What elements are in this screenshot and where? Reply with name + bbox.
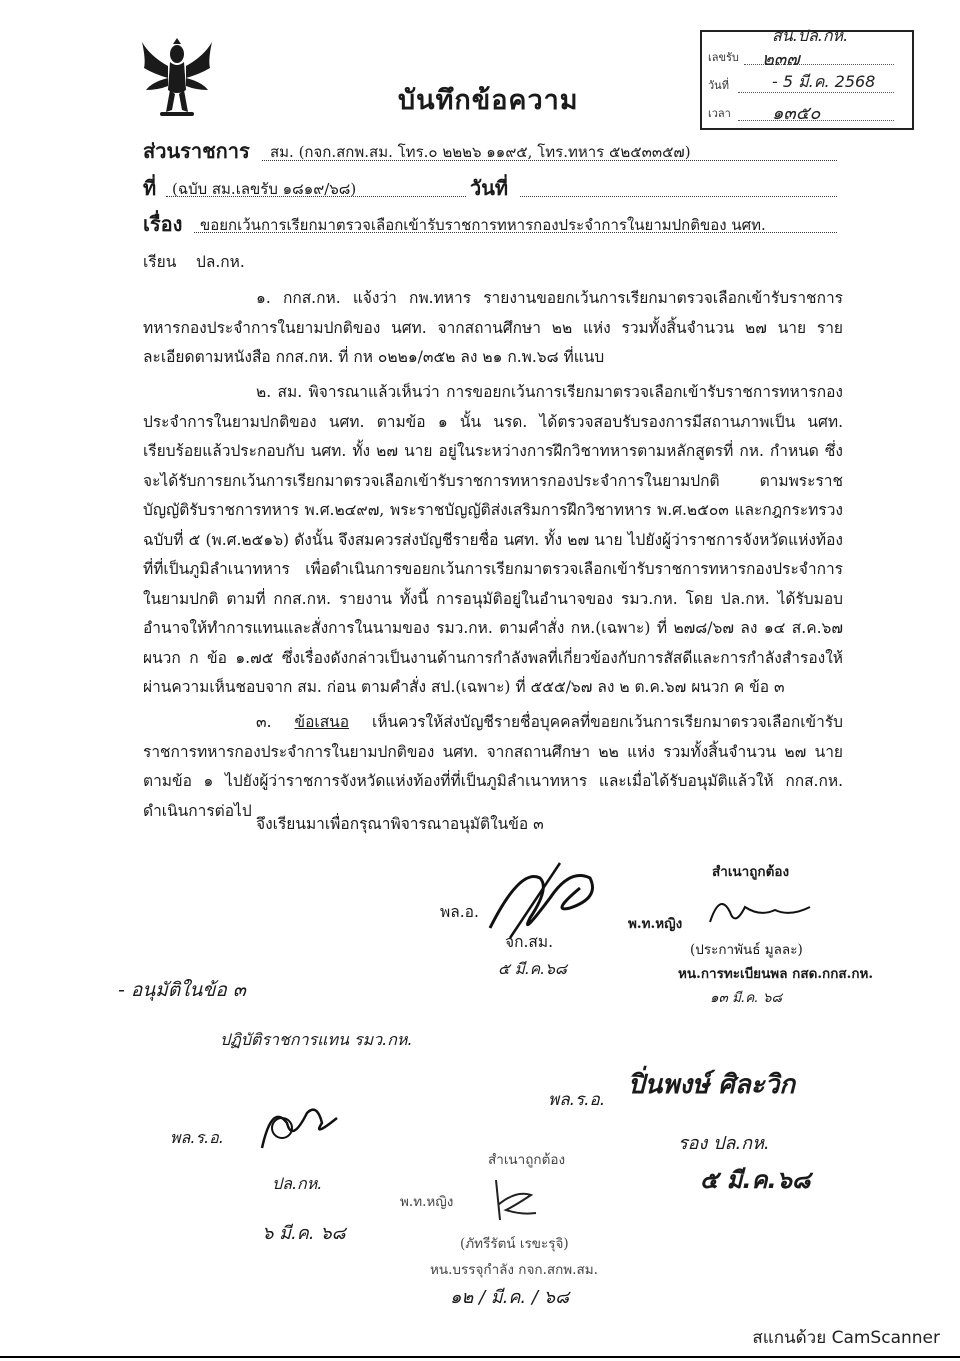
stamp-receipt-value: ๒๓๗: [762, 49, 800, 70]
left-sign-date: ๖ มี.ค. ๖๘: [262, 1223, 346, 1244]
approval-note-line1: - อนุมัติในข้อ ๓: [118, 979, 246, 1001]
agency-value: สม. (กจก.สกพ.สม. โทร.๐ ๒๒๒๖ ๑๑๙๕, โทร.ทหาร ๕๒๕๓๓๕๗): [270, 143, 691, 161]
paragraph-3: [143, 708, 843, 826]
to-label: เรียน: [143, 253, 177, 271]
stamp-time-label: เวลา: [708, 107, 731, 120]
garuda-emblem-icon: [140, 38, 214, 118]
copy-cert-1-date: ๑๓ มี.ค. ๖๘: [710, 990, 782, 1006]
paragraph-3-number: ๓.: [256, 713, 272, 731]
left-sign-position: ปล.กห.: [272, 1174, 323, 1193]
stamp-time-value: ๑๓๕๐: [772, 103, 821, 124]
deputy-sign-position: รอง ปล.กห.: [678, 1133, 770, 1154]
copy-cert-2-date: ๑๒ / มี.ค. / ๖๘: [450, 1287, 569, 1308]
stamp-receipt-label: เลขรับ: [708, 51, 739, 64]
receipt-stamp: [700, 26, 914, 130]
copy-cert-1-signature: [705, 892, 815, 936]
agency-label: ส่วนราชการ: [143, 139, 250, 163]
ref-value: (ฉบับ สม.เลขรับ ๑๘๑๙/๖๘): [172, 180, 357, 198]
deputy-sign-rank: พล.ร.อ.: [548, 1090, 606, 1110]
to-value: ปล.กห.: [196, 253, 245, 271]
camscanner-watermark: สแกนด้วย CamScanner: [752, 1328, 940, 1348]
copy-cert-1-title: สำเนาถูกต้อง: [712, 864, 790, 880]
main-sign-position: จก.สม.: [505, 933, 553, 951]
copy-cert-2-rank: พ.ท.หญิง: [400, 1194, 454, 1210]
copy-cert-2-position: หน.บรรจุกำลัง กจก.สกพ.สม.: [430, 1262, 598, 1278]
stamp-date-label: วันที่: [708, 79, 729, 92]
deputy-sign-date: ๕ มี.ค.๖๘: [700, 1166, 811, 1194]
main-sign-date: ๕ มี.ค.๖๘: [498, 960, 567, 978]
closing-line: จึงเรียนมาเพื่อกรุณาพิจารณาอนุมัติในข้อ ๓: [256, 815, 544, 833]
subject-label: เรื่อง: [143, 212, 183, 236]
approval-note-line2: ปฏิบัติราชการแทน รมว.กห.: [220, 1030, 413, 1049]
copy-cert-1-position: หน.การทะเบียนพล กสด.กกส.กห.: [678, 966, 874, 982]
copy-cert-2-title: สำเนาถูกต้อง: [488, 1152, 566, 1168]
copy-cert-1-name: (ประกาพันธ์ มูลละ): [690, 942, 803, 958]
deputy-sign-name: ปิ่นพงษ์ ศิละวิก: [628, 1070, 796, 1100]
stamp-date-value: - 5 มี.ค. 2568: [772, 72, 876, 91]
copy-cert-1-rank: พ.ท.หญิง: [628, 916, 683, 932]
left-sign-rank: พล.ร.อ.: [170, 1128, 224, 1147]
left-signature: [252, 1098, 342, 1162]
paragraph-2: ๒. สม. พิจารณาแล้วเห็นว่า การขอยกเว้นการเรียกมาตรวจเลือกเข้ารับราชการทหารกองประจำการในยามปกติของ นศท. ตามข้อ ๑ นั้น นรด. ได้ตรวจสอบรับรองการมีสถานภาพเป็น นศท. เรียบร้อยแล้วประกอบกับ นศท. ทั้ง ๒๗ นาย อยู่ในระหว่างการฝึกวิชาทหารตามหลักสูตรที่ กห. กำหนด ซึ่งจะได้รับการยกเว้นการเรียกมาตรวจเลือกเข้ารับราชการทหารกองประจำการในยามปกติ ตามพระราชบัญญัติรับราชการทหาร พ.ศ.๒๔๙๗, พระราชบัญญัติส่งเสริมการฝึกวิชาทหาร พ.ศ.๒๕๐๓ และกฎกระทรวง ฉบับที่ ๕ (พ.ศ.๒๕๑๖) ดังนั้น จึงสมควรส่งบัญชีรายชื่อ นศท. ทั้ง ๒๗ นาย ไปยังผู้ว่าราชการจังหวัดแห่งท้องที่ที่เป็นภูมิลำเนาทหาร เพื่อดำเนินการขอยกเว้นการเรียกมาตรวจเลือกเข้ารับราชการทหารกองประจำการในยามปกติ ตามที่ กกส.กห. รายงาน ทั้งนี้ การอนุมัติอยู่ในอำนาจของ รมว.กห. โดย ปล.กห. ได้รับมอบอำนาจให้ทำการแทนและสั่งการในนามของ รมว.กห. ตามคำสั่ง กห.(เฉพาะ) ที่ ๒๗๘/๖๗ ลง ๑๔ ส.ค.๖๗ ผนวก ก ข้อ ๑.๗๕ ซึ่งเรื่องดังกล่าวเป็นงานด้านการกำลังพลที่เกี่ยวข้องกับการสัสดีและการกำลังสำรองให้ผ่านความเห็นชอบจาก สม. ก่อน ตามคำสั่ง สป.(เฉพาะ) ที่ ๕๕๕/๖๗ ลง ๒ ต.ค.๖๗ ผนวก ค ข้อ ๓: [143, 383, 843, 696]
subject-value: ขอยกเว้นการเรียกมาตรวจเลือกเข้ารับราชการทหารกองประจำการในยามปกติของ นศท.: [200, 216, 766, 234]
bottom-border: [0, 1356, 960, 1358]
paragraph-3-label: ข้อเสนอ: [294, 713, 350, 731]
date-label: วันที่: [470, 176, 509, 200]
main-sign-rank: พล.อ.: [440, 903, 479, 921]
stamp-unit: สน.ปล.กห.: [772, 26, 849, 45]
ref-label: ที่: [143, 176, 157, 200]
paragraph-1: ๑. กกส.กห. แจ้งว่า กพ.ทหาร รายงานขอยกเว้นการเรียกมาตรวจเลือกเข้ารับราชการทหารกองประจำการในยามปกติของ นศท. จากสถานศึกษา ๒๒ แห่ง รวมทั้งสิ้นจำนวน ๒๗ นาย รายละเอียดตามหนังสือ กกส.กห. ที่ กห ๐๒๒๑/๓๕๒ ลง ๒๑ ก.พ.๖๘ ที่แนบ: [143, 289, 843, 366]
copy-cert-2-name: (ภัทรีรัตน์ เรขะรุจิ): [460, 1236, 569, 1252]
paragraph-3-text: เห็นควรให้ส่งบัญชีรายชื่อบุคคลที่ขอยกเว้นการเรียกมาตรวจเลือกเข้ารับราชการทหารกองประจำการในยามปกติของ นศท. จากสถานศึกษา ๒๒ แห่ง รวมทั้งสิ้นจำนวน ๒๗ นาย ตามข้อ ๑ ไปยังผู้ว่าราชการจังหวัดแห่งท้องที่ที่เป็นภูมิลำเนาทหาร และเมื่อได้รับอนุมัติแล้วให้ กกส.กห. ดำเนินการต่อไป: [143, 713, 843, 820]
document-title: บันทึกข้อความ: [398, 85, 579, 116]
copy-cert-2-signature: [486, 1175, 546, 1229]
